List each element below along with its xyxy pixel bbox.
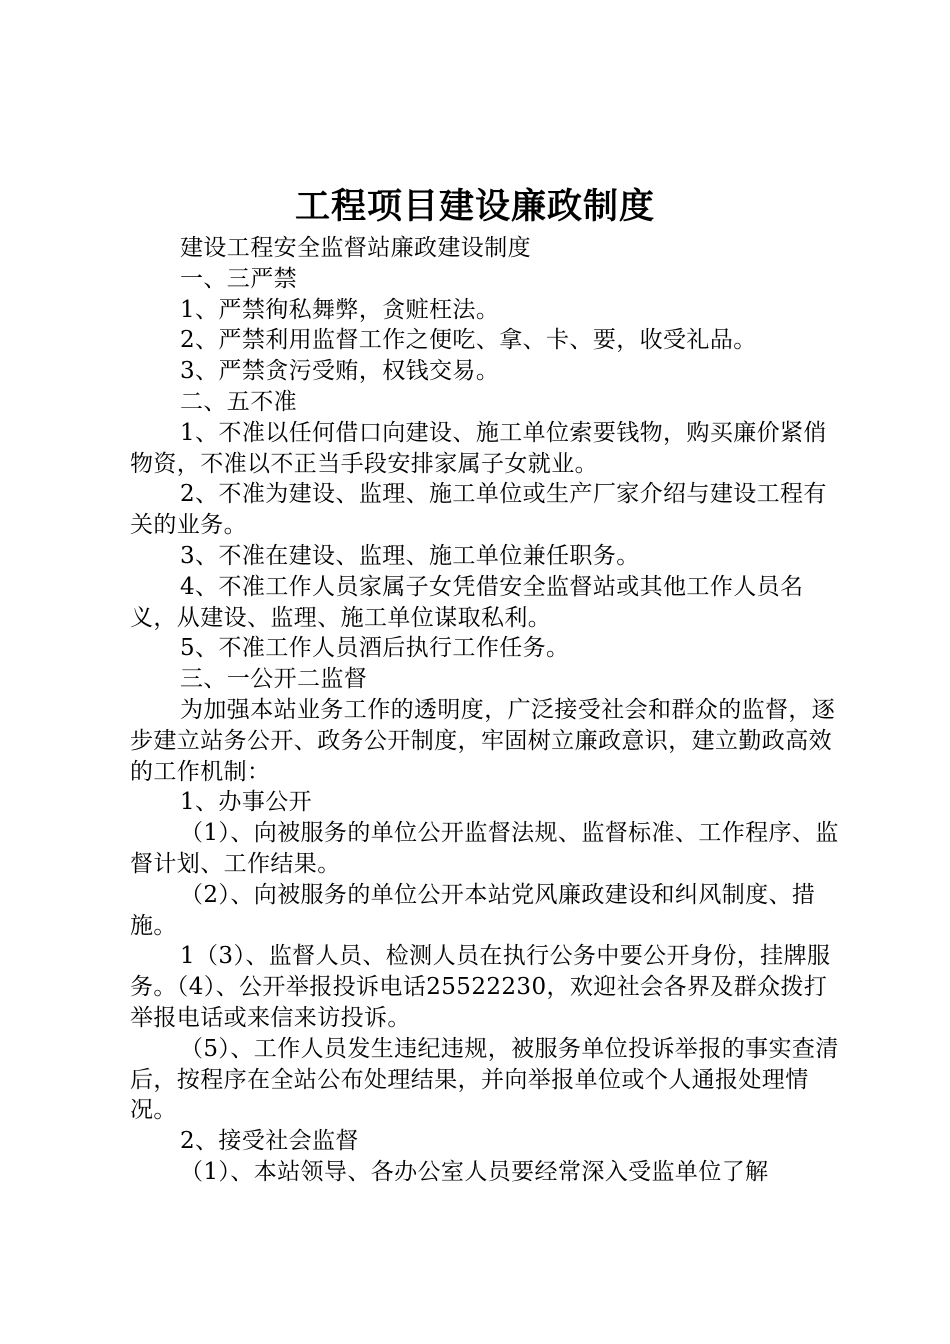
paragraph: 一、三严禁 xyxy=(180,265,297,292)
paragraph: （2）、向被服务的单位公开本站党风廉政建设和纠风制度、措施。 xyxy=(130,881,816,939)
paragraph: 5、不准工作人员酒后执行工作任务。 xyxy=(180,635,570,662)
document-body xyxy=(130,233,850,1188)
paragraph: 1、办事公开 xyxy=(180,789,313,816)
paragraph: 2、接受社会监督 xyxy=(180,1128,359,1155)
paragraph: （1）、本站领导、各办公室人员要经常深入受监单位了解 xyxy=(180,1158,769,1185)
paragraph: 1、不准以任何借口向建设、施工单位索要钱物，购买廉价紧俏物资，不准以不正当手段安排家属子女就业。 xyxy=(130,419,827,477)
paragraph: 二、五不准 xyxy=(180,388,297,415)
paragraph: 3、不准在建设、监理、施工单位兼任职务。 xyxy=(180,542,640,569)
paragraph: （5）、工作人员发生违纪违规，被服务单位投诉举报的事实查清后，按程序在全站公布处理结果，并向举报单位或个人通报处理情况。 xyxy=(130,1035,839,1124)
paragraph: 3、严禁贪污受贿，权钱交易。 xyxy=(180,358,500,385)
paragraph: 三、一公开二监督 xyxy=(180,666,368,693)
document-title: 工程项目建设廉政制度 xyxy=(294,187,655,227)
paragraph: 为加强本站业务工作的透明度，广泛接受社会和群众的监督，逐步建立站务公开、政务公开制度，牢固树立廉政意识，建立勤政高效的工作机制： xyxy=(130,696,836,785)
paragraph: 2、严禁利用监督工作之便吃、拿、卡、要，收受礼品。 xyxy=(180,327,757,354)
paragraph: 1（3）、监督人员、检测人员在执行公务中要公开身份，挂牌服务。（4）、公开举报投诉电话25522230，欢迎社会各界及群众拨打举报电话或来信来访投诉。 xyxy=(130,943,831,1031)
paragraph: 2、不准为建设、监理、施工单位或生产厂家介绍与建设工程有关的业务。 xyxy=(130,481,827,539)
paragraph: 4、不准工作人员家属子女凭借安全监督站或其他工作人员名义，从建设、监理、施工单位谋取私利。 xyxy=(130,573,804,631)
paragraph: 建设工程安全监督站廉政建设制度 xyxy=(180,235,531,261)
paragraph: 1、严禁徇私舞弊，贪赃枉法。 xyxy=(180,296,500,323)
paragraph: （1）、向被服务的单位公开监督法规、监督标准、工作程序、监督计划、工作结果。 xyxy=(130,820,839,877)
